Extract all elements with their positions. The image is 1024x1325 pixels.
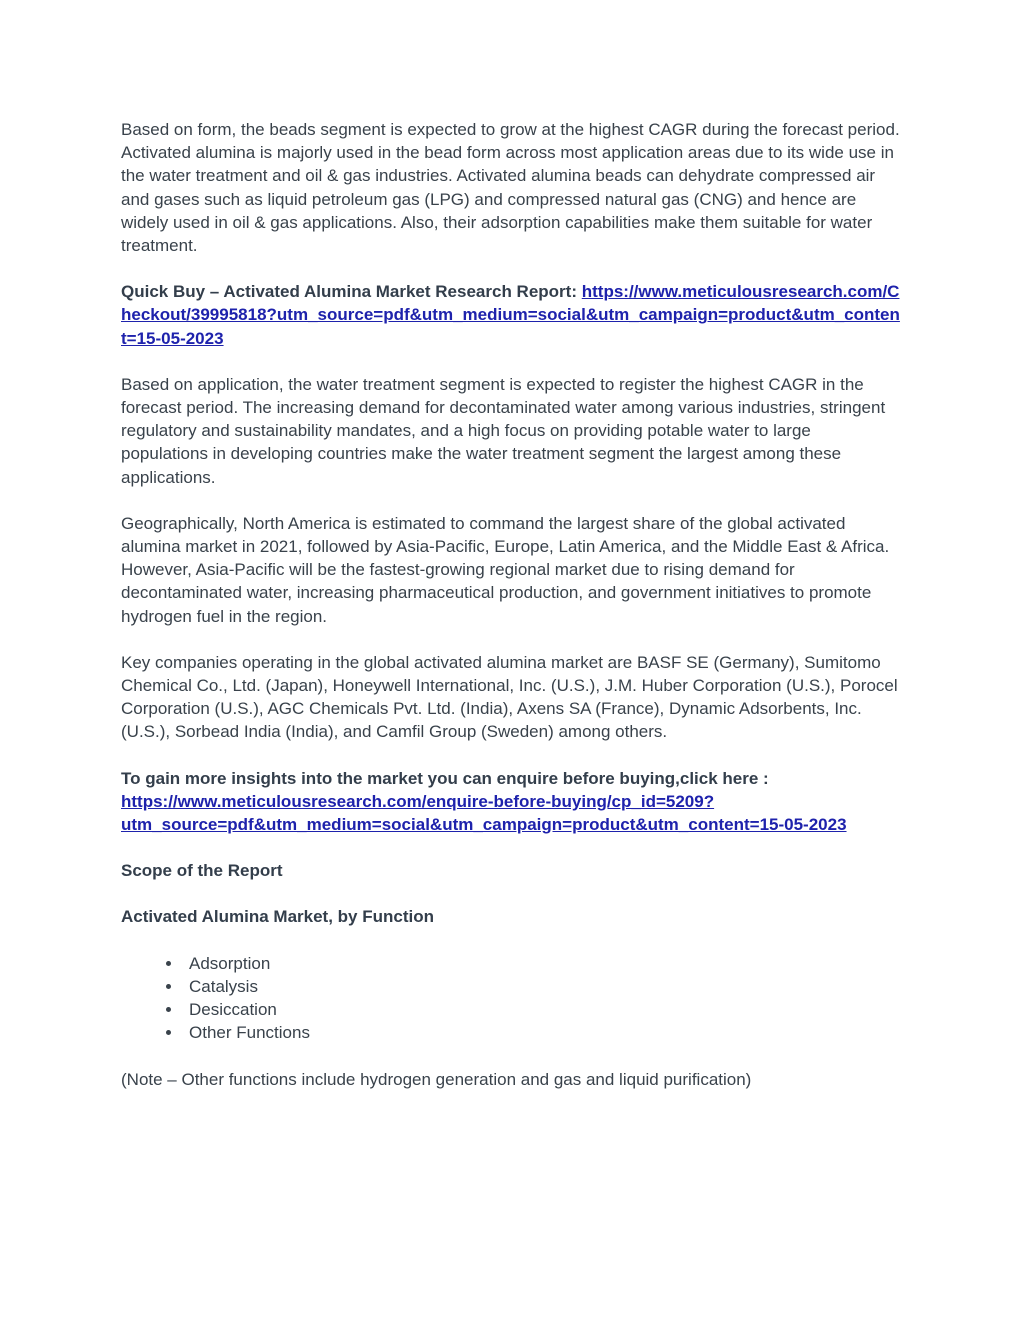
enquire-block bbox=[121, 767, 901, 837]
list-item-catalysis: • Catalysis bbox=[183, 975, 901, 998]
note-text: (Note – Other functions include hydrogen generation and gas and liquid purification) bbox=[121, 1069, 752, 1089]
quick-buy-link[interactable]: https://www.meticulousresearch.com/Checkout/39995818?utm_source=pdf&utm_medium=social&utm_campaign=product&utm_content=15-05-2023 bbox=[121, 282, 900, 348]
quick-buy-label: Quick Buy – Activated Alumina Market Research Report: bbox=[121, 282, 577, 302]
list-item-adsorption: • Adsorption bbox=[183, 952, 901, 975]
paragraph-application-segment: Based on application, the water treatment segment is expected to register the highest CAGR in the forecast period. The increasing demand for decontaminated water among various industries, stringent regulatory and sustainability mandates, and a high focus on providing potable water to large populations in developing countries make the water treatment segment the largest among these applications. bbox=[121, 374, 886, 487]
enquire-before-buying-link[interactable]: https://www.meticulousresearch.com/enquire-before-buying/cp_id=5209?utm_source=pdf&utm_medium=social&utm_campaign=product&utm_content=15-05-2023 bbox=[121, 791, 847, 835]
function-list bbox=[121, 952, 901, 1045]
paragraph-geography: Geographically, North America is estimated to command the largest share of the global activated alumina market in 2021, followed by Asia-Pacific, Europe, Latin America, and the Middle East & Africa. However, Asia-Pacific will be the fastest-growing regional market due to rising demand for decontaminated water, increasing pharmaceutical production, and government initiatives to promote hydrogen fuel in the region. bbox=[121, 513, 890, 626]
list-item-desiccation: • Desiccation bbox=[183, 998, 901, 1021]
scope-of-report-heading: Scope of the Report bbox=[121, 861, 283, 881]
enquire-label: To gain more insights into the market you can enquire before buying,click here : bbox=[121, 768, 769, 788]
market-by-function-heading: Activated Alumina Market, by Function bbox=[121, 907, 434, 927]
paragraph-key-companies: Key companies operating in the global activated alumina market are BASF SE (Germany), Sumitomo Chemical Co., Ltd. (Japan), Honeywell International, Inc. (U.S.), J.M. Huber Corporation (U.S.), Porocel Corporation (U.S.), AGC Chemicals Pvt. Ltd. (India), Axens SA (France), Dynamic Adsorbents, Inc. (U.S.), Sorbead India (India), and Camfil Group (Sweden) among others. bbox=[121, 652, 898, 742]
paragraph-beads-segment: Based on form, the beads segment is expected to grow at the highest CAGR during the forecast period. Activated alumina is majorly used in the bead form across most application areas due to its wide use in the water treatment and oil & gas industries. Activated alumina beads can dehydrate compressed air and gases such as liquid petroleum gas (LPG) and compressed natural gas (CNG) and hence are widely used in oil & gas applications. Also, their adsorption capabilities make them suitable for water treatment. bbox=[121, 120, 900, 256]
quick-buy-block bbox=[121, 280, 901, 350]
list-item-other-functions: • Other Functions bbox=[183, 1021, 901, 1044]
